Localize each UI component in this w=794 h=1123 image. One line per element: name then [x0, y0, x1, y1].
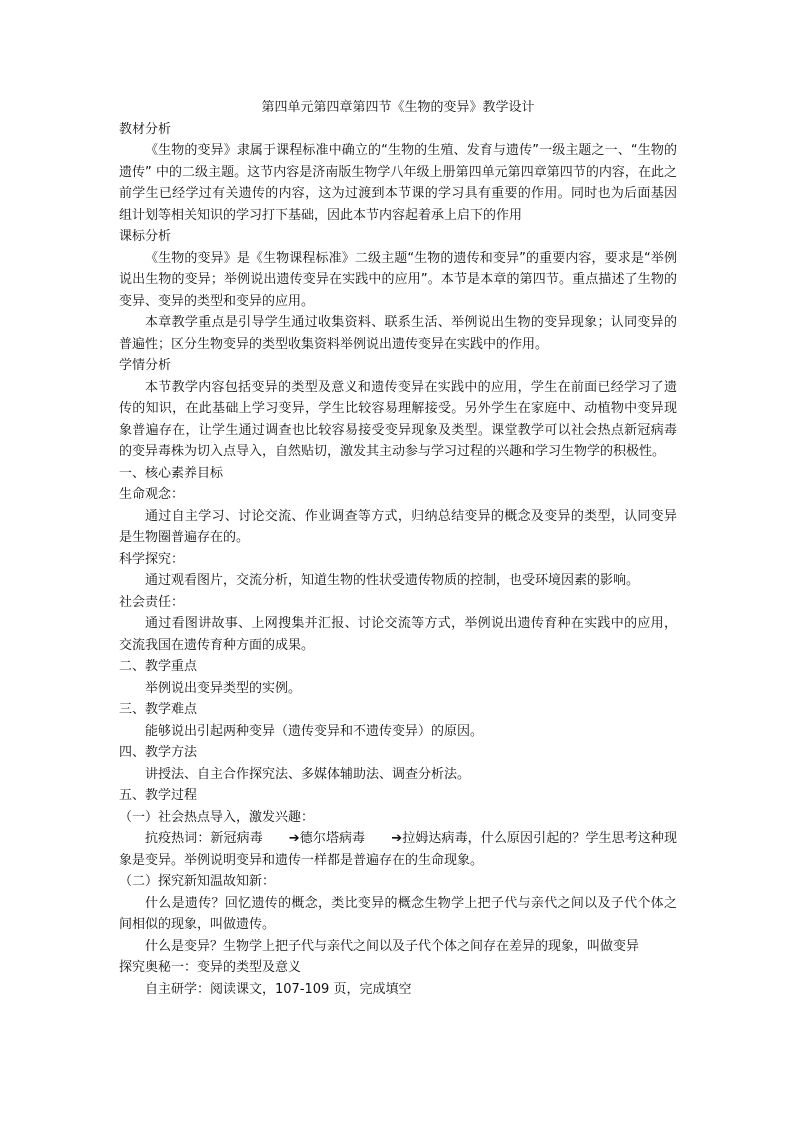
heading-xueqing: 学情分析 [119, 358, 172, 373]
heading-guocheng: 五、教学过程 [119, 788, 198, 803]
paragraph: 能够说出引起两种变异（遗传变异和不遗传变异）的原因。 [145, 723, 484, 739]
paragraph: 本节教学内容包括变异的类型及意义和遗传变异在实践中的应用，学生在前面已经学习了遗传的知识，在此基础上学习变异，学生比较容易理解接受。另外学生在家庭中、动植物中变异现象普遍存在，让学生通过调查也比较容易接受变异现象及类型。课堂教学可以社会热点新冠病毒的变异毒株为切入点导入，自然贴切，激发其主动参与学习过程的兴趣和学习生物学的积极性。 [119, 379, 677, 459]
arrow-icon: ➔ [288, 831, 300, 846]
paragraph: 通过看图讲故事、上网搜集并汇报、讨论交流等方式，举例说出遗传育种在实践中的应用，交流我国在遗传育种方面的成果。 [119, 616, 677, 653]
paragraph: 自主研学：阅读课文，107-109 页，完成填空 [145, 981, 412, 997]
heading-nandian: 三、教学难点 [119, 702, 198, 717]
paragraph: 讲授法、自主合作探究法、多媒体辅助法、调查分析法。 [145, 766, 471, 782]
subheading: （二）探究新知温故知新： [119, 874, 276, 889]
paragraph: 什么是变异？生物学上把子代与亲代之间以及子代个体之间存在差异的现象，叫做变异 [145, 938, 640, 954]
subheading: （一）社会热点导入，激发兴趣： [119, 809, 315, 825]
text-run: 拉姆达病毒，什么原因引起的？学生思考这种现象是变异。举例说明变异和遗传一样都是普遍存在的生命现象。 [119, 831, 677, 868]
paragraph: 《生物的变异》隶属于课程标准中确立的“生物的生殖、发育与遗传”一级主题之一、“生物的遗传” 中的二级主题。这节内容是济南版生物学八年级上册第四单元第四章第四节的内容，在此之前学生已经学过有关遗传的内容，这为过渡到本节课的学习具有重要的作用。同时也为后面基因组计划等相关知识的学习打下基础，因此本节内容起着承上启下的作用 [119, 143, 677, 223]
arrow-icon: ➔ [391, 831, 403, 846]
subheading: 生命观念： [119, 487, 185, 502]
text-run: 抗疫热词：新冠病毒 [145, 831, 263, 846]
text-run: 德尔塔病毒 [299, 831, 366, 846]
heading-zhongdian: 二、教学重点 [119, 659, 198, 674]
subheading: 科学探究： [119, 551, 185, 567]
paragraph: 通过自主学习、讨论交流、作业调查等方式，归纳总结变异的概念及变异的类型，认同变异是生物圈普遍存在的。 [119, 508, 677, 545]
paragraph [119, 828, 677, 871]
document-title: 第四单元第四章第四节《生物的变异》教学设计 [261, 100, 535, 115]
paragraph: 本章教学重点是引导学生通过收集资料、联系生活、举例说出生物的变异现象；认同变异的普遍性；区分生物变异的类型收集资料举例说出遗传变异在实践中的作用。 [119, 315, 677, 352]
paragraph: 通过观看图片，交流分析，知道生物的性状受遗传物质的控制，也受环境因素的影响。 [145, 573, 640, 588]
paragraph: 什么是遗传？回忆遗传的概念，类比变异的概念生物学上把子代与亲代之间以及子代个体之间相似的现象，叫做遗传。 [119, 895, 677, 932]
subheading: 探究奥秘一：变异的类型及意义 [119, 960, 302, 975]
paragraph: 举例说出变异类型的实例。 [145, 680, 302, 696]
heading-kebiao: 课标分析 [119, 229, 172, 244]
heading-hexin: 一、核心素养目标 [119, 465, 224, 481]
paragraph: 《生物的变异》是《生物课程标准》二级主题“生物的遗传和变异”的重要内容，要求是“举例说出生物的变异；举例说出遗传变异在实践中的应用”。本节是本章的第四节。重点描述了生物的变异、变异的类型和变异的应用。 [119, 250, 677, 309]
document-page [119, 97, 677, 1000]
subheading: 社会责任： [119, 594, 185, 610]
heading-jiaocai: 教材分析 [119, 121, 172, 137]
heading-fangfa: 四、教学方法 [119, 745, 198, 760]
